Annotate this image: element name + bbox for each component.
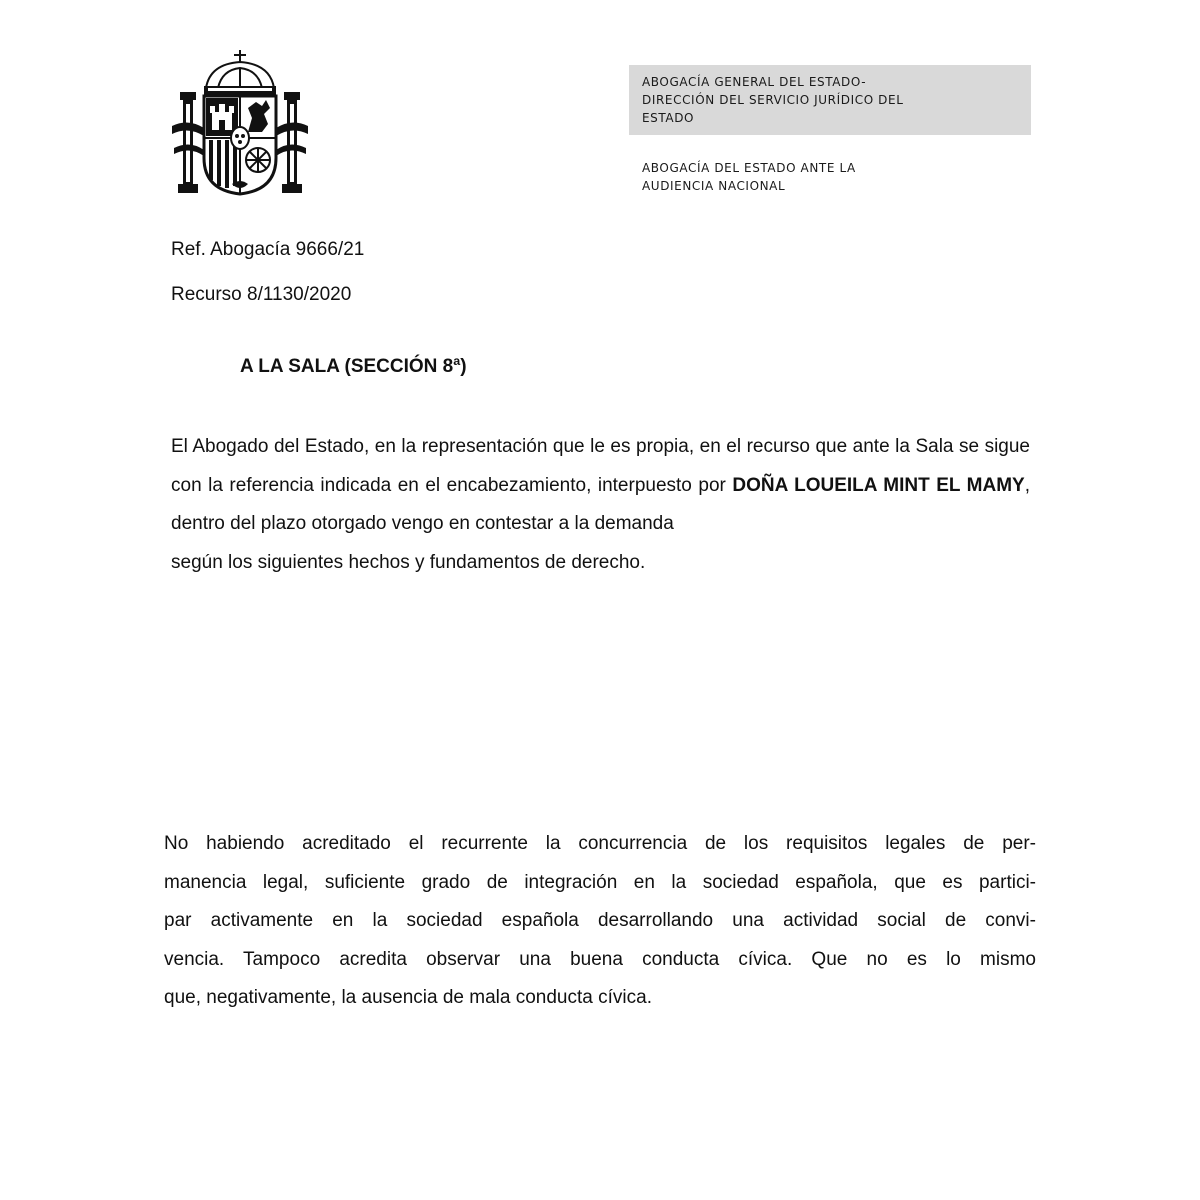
conclusion-paragraph: [164, 825, 1036, 1018]
addressee-heading: A LA SALA (SECCIÓN 8ª): [240, 356, 467, 377]
header-institution-text: ABOGACÍA GENERAL DEL ESTADO- DIRECCIÓN DEL SERVICIO JURÍDICO DEL ESTADO: [642, 75, 904, 125]
coat-of-arms-icon: [170, 48, 310, 196]
header-institution-box: [629, 65, 1031, 135]
header-office-text: ABOGACÍA DEL ESTADO ANTE LA AUDIENCIA NACIONAL: [642, 161, 856, 193]
intro-paragraph: [171, 428, 1030, 582]
appeal-number: Recurso 8/1130/2020: [171, 284, 352, 305]
conclusion-line: vencia. Tampoco acredita observar una buena conducta cívica. Que no es lo mismo: [164, 948, 1036, 970]
intro-text-part3: según los siguientes hechos y fundamentos de derecho.: [171, 551, 646, 573]
conclusion-line: que, negativamente, la ausencia de mala conducta cívica.: [164, 987, 652, 1009]
reference-number: Ref. Abogacía 9666/21: [171, 239, 365, 260]
conclusion-line: par activamente en la sociedad española desarrollando una actividad social de convi-: [164, 910, 1036, 932]
conclusion-line: manencia legal, suficiente grado de integración en la sociedad española, que es partici-: [164, 871, 1036, 893]
intro-text-part1: El Abogado del Estado, en la representación que le es propia, en el recurso que ante la Sala se sigue con la referencia indicada en el encabezamiento, interpuesto por: [171, 436, 1030, 496]
party-name: DOÑA LOUEILA MINT EL MAMY: [732, 474, 1025, 496]
intro-text-part2: , dentro del plazo otorgado vengo en contestar a la demanda: [171, 474, 1031, 534]
conclusion-line: No habiendo acreditado el recurrente la concurrencia de los requisitos legales de per-: [164, 833, 1036, 854]
